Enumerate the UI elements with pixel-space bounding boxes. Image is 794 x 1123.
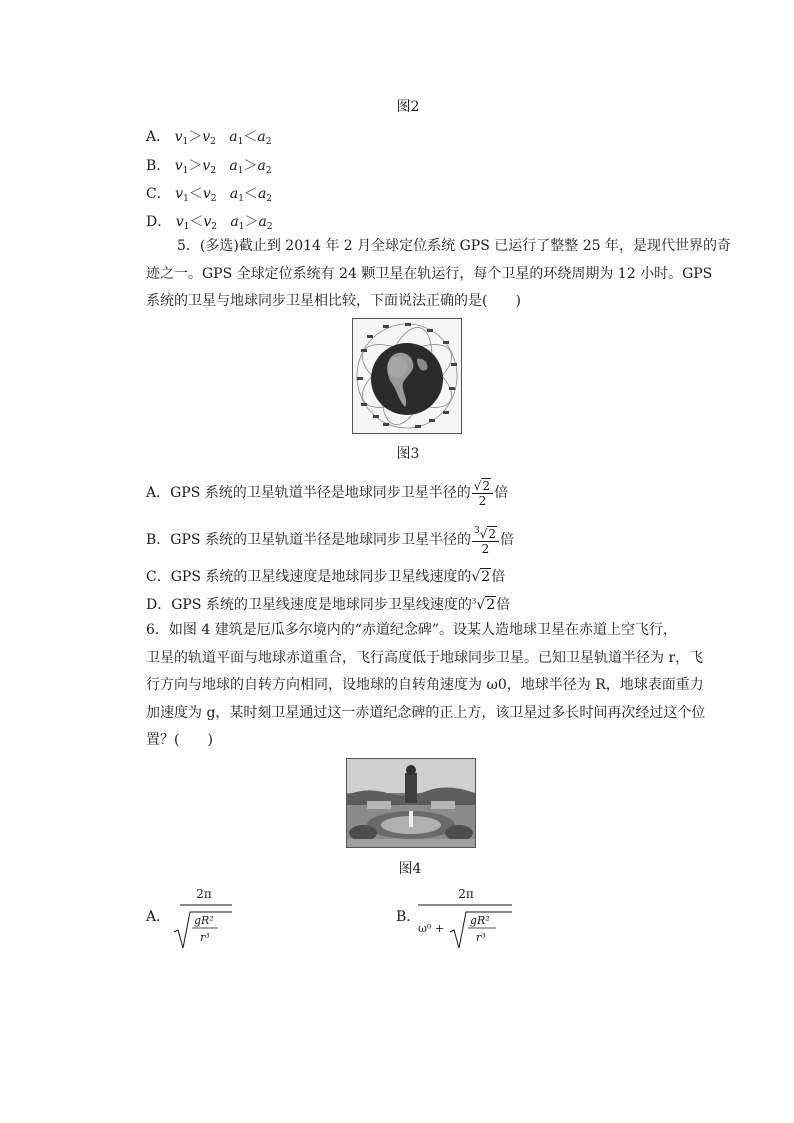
svg-text:r³: r³	[200, 931, 210, 944]
option-text: GPS 系统的卫星线速度是地球同步卫星线速度的	[170, 569, 472, 585]
equator-monument-photo	[347, 759, 475, 847]
q6-stem-line-4: 加速度为 g，某时刻卫星通过这一赤道纪念碑的正上方，该卫星过多长时间再次经过这个位	[146, 704, 706, 721]
q6-stem	[146, 617, 705, 755]
v-relation: ＜	[189, 214, 204, 230]
option-label: D．	[146, 214, 172, 230]
numerator-2pi: 2π	[196, 887, 212, 901]
option-label: C．	[146, 569, 171, 585]
figure-2-caption: 图2	[396, 99, 420, 115]
q5-option-c[interactable]	[146, 566, 505, 586]
v-relation: ＞	[188, 129, 203, 145]
q6-option-b[interactable]	[396, 884, 596, 954]
figure-3-gps-globe	[352, 318, 462, 434]
option-tail: 倍	[494, 485, 509, 501]
a-relation: ＜	[243, 186, 258, 202]
figure-4-equator-monument	[346, 758, 476, 848]
formula-2pi-over-sqrt	[170, 884, 240, 952]
v-relation: ＜	[188, 186, 203, 202]
svg-text:gR²: gR²	[470, 914, 490, 927]
figure-3-caption: 图3	[396, 446, 420, 462]
q4-option-d[interactable]: D． $v_1<v_2$ $a_1>a_2$	[146, 214, 273, 232]
option-text: GPS 系统的卫星线速度是地球同步卫星线速度的	[171, 597, 472, 613]
fraction-sqrt2-over-2: $\frac{√2}{2}$	[472, 478, 493, 508]
q6-stem-line-5: 置？( )	[146, 732, 213, 748]
q4-option-b[interactable]: B． $v_1>v_2$ $a_1>a_2$	[146, 158, 272, 176]
q4-option-a[interactable]: A． $v_1>v_2$ $a_1<a_2$	[146, 129, 272, 147]
q5-option-d[interactable]	[146, 594, 510, 614]
formula-2pi-over-omega-plus-sqrt	[416, 884, 516, 952]
svg-text:r³: r³	[476, 931, 486, 944]
v-relation: ＞	[188, 158, 203, 174]
q6-stem-line-1: 6．如图 4 建筑是厄瓜多尔境内的“赤道纪念碑”。设某人造地球卫星在赤道上空飞行，	[146, 622, 678, 638]
q5-option-b[interactable]	[146, 524, 514, 556]
option-label: A．	[146, 129, 171, 145]
gps-globe-illustration	[353, 319, 461, 433]
q5-stem-line-3: 系统的卫星与地球同步卫星相比较，下面说法正确的是( )	[146, 293, 521, 309]
a-relation: ＞	[243, 158, 258, 174]
svg-text:ω⁰ +: ω⁰ +	[418, 922, 445, 935]
q6-option-a[interactable]	[146, 884, 326, 954]
q6-stem-line-2: 卫星的轨道平面与地球赤道重合，飞行高度低于地球同步卫星。已知卫星轨道半径为 r，飞	[146, 649, 704, 666]
a-relation: ＜	[243, 129, 258, 145]
cuberoot-2: $^3$√2	[471, 597, 496, 613]
option-label: B．	[146, 158, 171, 174]
q5-stem-line-2: 迹之一。GPS 全球定位系统有 24 颗卫星在轨运行，每个卫星的环绕周期为 12 小时。GPS	[146, 265, 713, 282]
svg-text:gR²: gR²	[194, 914, 214, 927]
option-label: A．	[146, 485, 171, 501]
option-label: B．	[396, 909, 421, 925]
q5-stem	[146, 233, 731, 316]
option-label: D．	[146, 597, 172, 613]
numerator-2pi: 2π	[458, 887, 474, 901]
option-tail: 倍	[491, 569, 506, 585]
q5-stem-line-1: 5．(多选)截止到 2014 年 2 月全球定位系统 GPS 已运行了整整 25 年，是现代世界的奇	[177, 238, 731, 254]
option-label: A．	[146, 909, 171, 925]
option-tail: 倍	[499, 532, 514, 548]
fraction-cuberoot2-over-2: $\frac{^3√2}{2}$	[472, 524, 499, 556]
option-label: B．	[146, 532, 171, 548]
sqrt-2: √2	[471, 569, 491, 585]
q5-option-a[interactable]	[146, 478, 508, 508]
option-label: C．	[146, 186, 171, 202]
q6-stem-line-3: 行方向与地球的自转方向相同，设地球的自转角速度为 ω0，地球半径为 R，地球表面重力	[146, 677, 704, 693]
q4-option-c[interactable]: C． $v_1<v_2$ $a_1<a_2$	[146, 186, 273, 204]
option-text: GPS 系统的卫星轨道半径是地球同步卫星半径的	[170, 532, 471, 548]
option-tail: 倍	[496, 597, 511, 613]
a-relation: ＞	[244, 214, 259, 230]
option-text: GPS 系统的卫星轨道半径是地球同步卫星半径的	[170, 485, 471, 501]
figure-4-caption: 图4	[398, 861, 422, 877]
